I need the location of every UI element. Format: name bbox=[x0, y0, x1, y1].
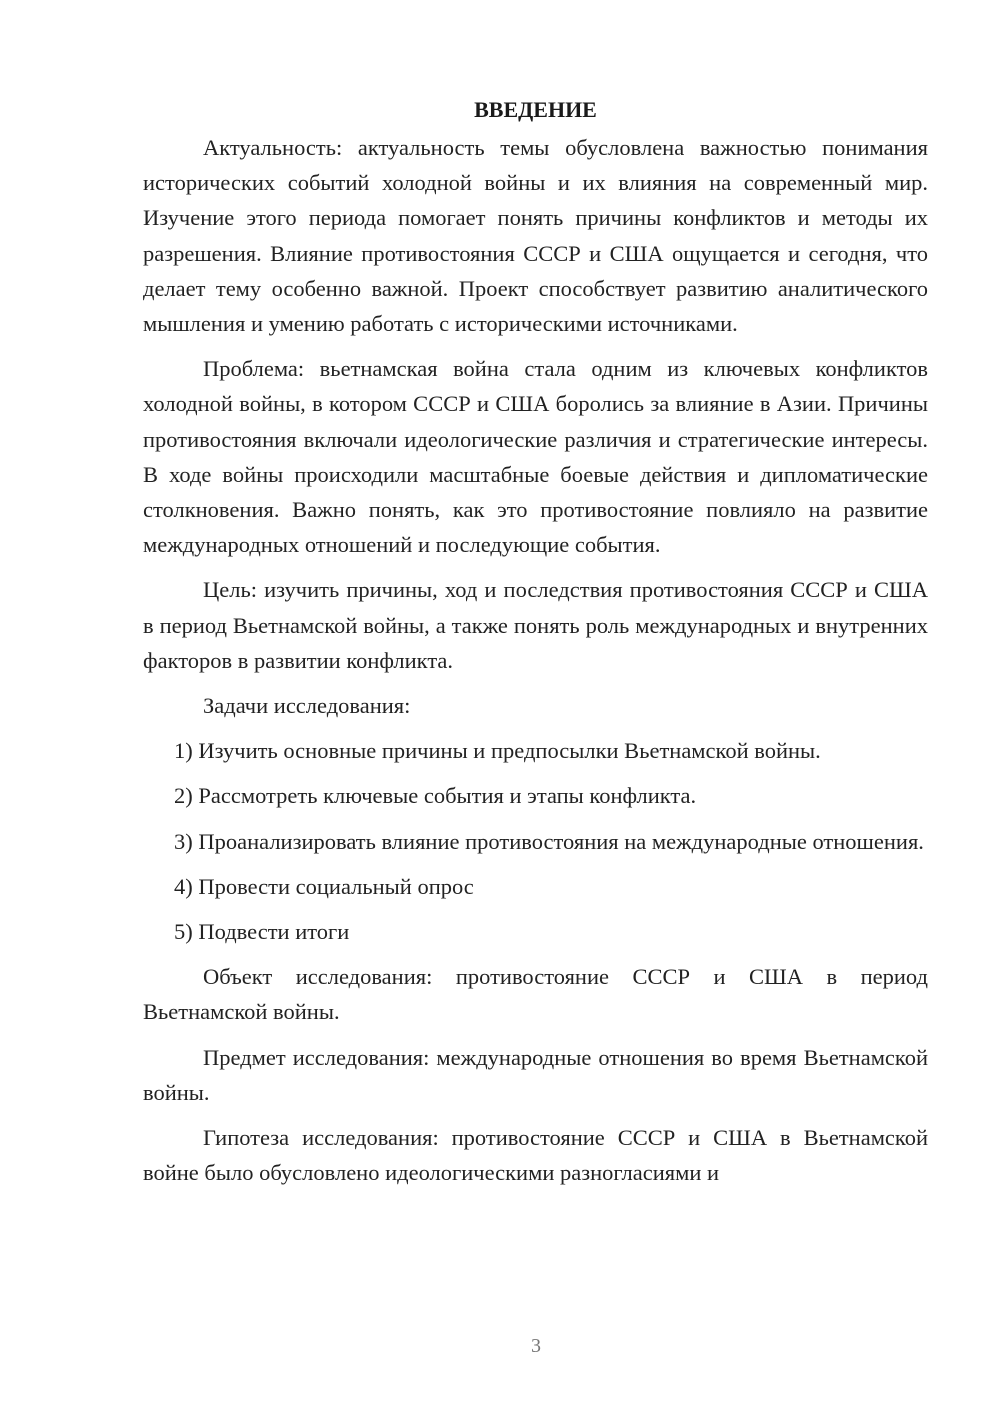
object-paragraph: Объект исследования: противостояние СССР и США в период Вьетнамской войны. bbox=[143, 964, 928, 1025]
page-number: 3 bbox=[531, 1335, 541, 1357]
task-item: 5) Подвести итоги bbox=[174, 919, 350, 945]
goal-paragraph: Цель: изучить причины, ход и последствия противостояния СССР и США в период Вьетнамской войны, а также понять роль международных и внутренних факторов в развитии конфликта. bbox=[143, 577, 928, 673]
task-item: 2) Рассмотреть ключевые события и этапы конфликта. bbox=[174, 783, 697, 809]
task-item: 4) Провести социальный опрос bbox=[174, 873, 474, 899]
task-item: 3) Проанализировать влияние противостояния на международные отношения. bbox=[174, 828, 924, 854]
section-heading: ВВЕДЕНИЕ bbox=[474, 97, 597, 122]
task-item: 1) Изучить основные причины и предпосылки Вьетнамской войны. bbox=[174, 738, 821, 764]
hypothesis-paragraph: Гипотеза исследования: противостояние СССР и США в Вьетнамской войне было обусловлено идеологическими разногласиями и bbox=[143, 1125, 928, 1186]
tasks-intro: Задачи исследования: bbox=[203, 693, 411, 719]
subject-paragraph: Предмет исследования: международные отношения во время Вьетнамской войны. bbox=[143, 1044, 928, 1105]
problem-paragraph: Проблема: вьетнамская война стала одним из ключевых конфликтов холодной войны, в котором СССР и США боролись за влияние в Азии. Причины противостояния включали идеологические различия и стратегические интересы. В ходе войны происходили масштабные боевые действия и дипломатические столкновения. Важно понять, как это противостояние повлияло на развитие международных отношений и последующие события. bbox=[143, 356, 928, 558]
document-page bbox=[143, 92, 928, 1200]
relevance-paragraph: Актуальность: актуальность темы обусловлена важностью понимания исторических событий холодной войны и их влияния на современный мир. Изучение этого периода помогает понять причины конфликтов и методы их разрешения. Влияние противостояния СССР и США ощущается и сегодня, что делает тему особенно важной. Проект способствует развитию аналитического мышления и умению работать с историческими источниками. bbox=[143, 135, 928, 337]
